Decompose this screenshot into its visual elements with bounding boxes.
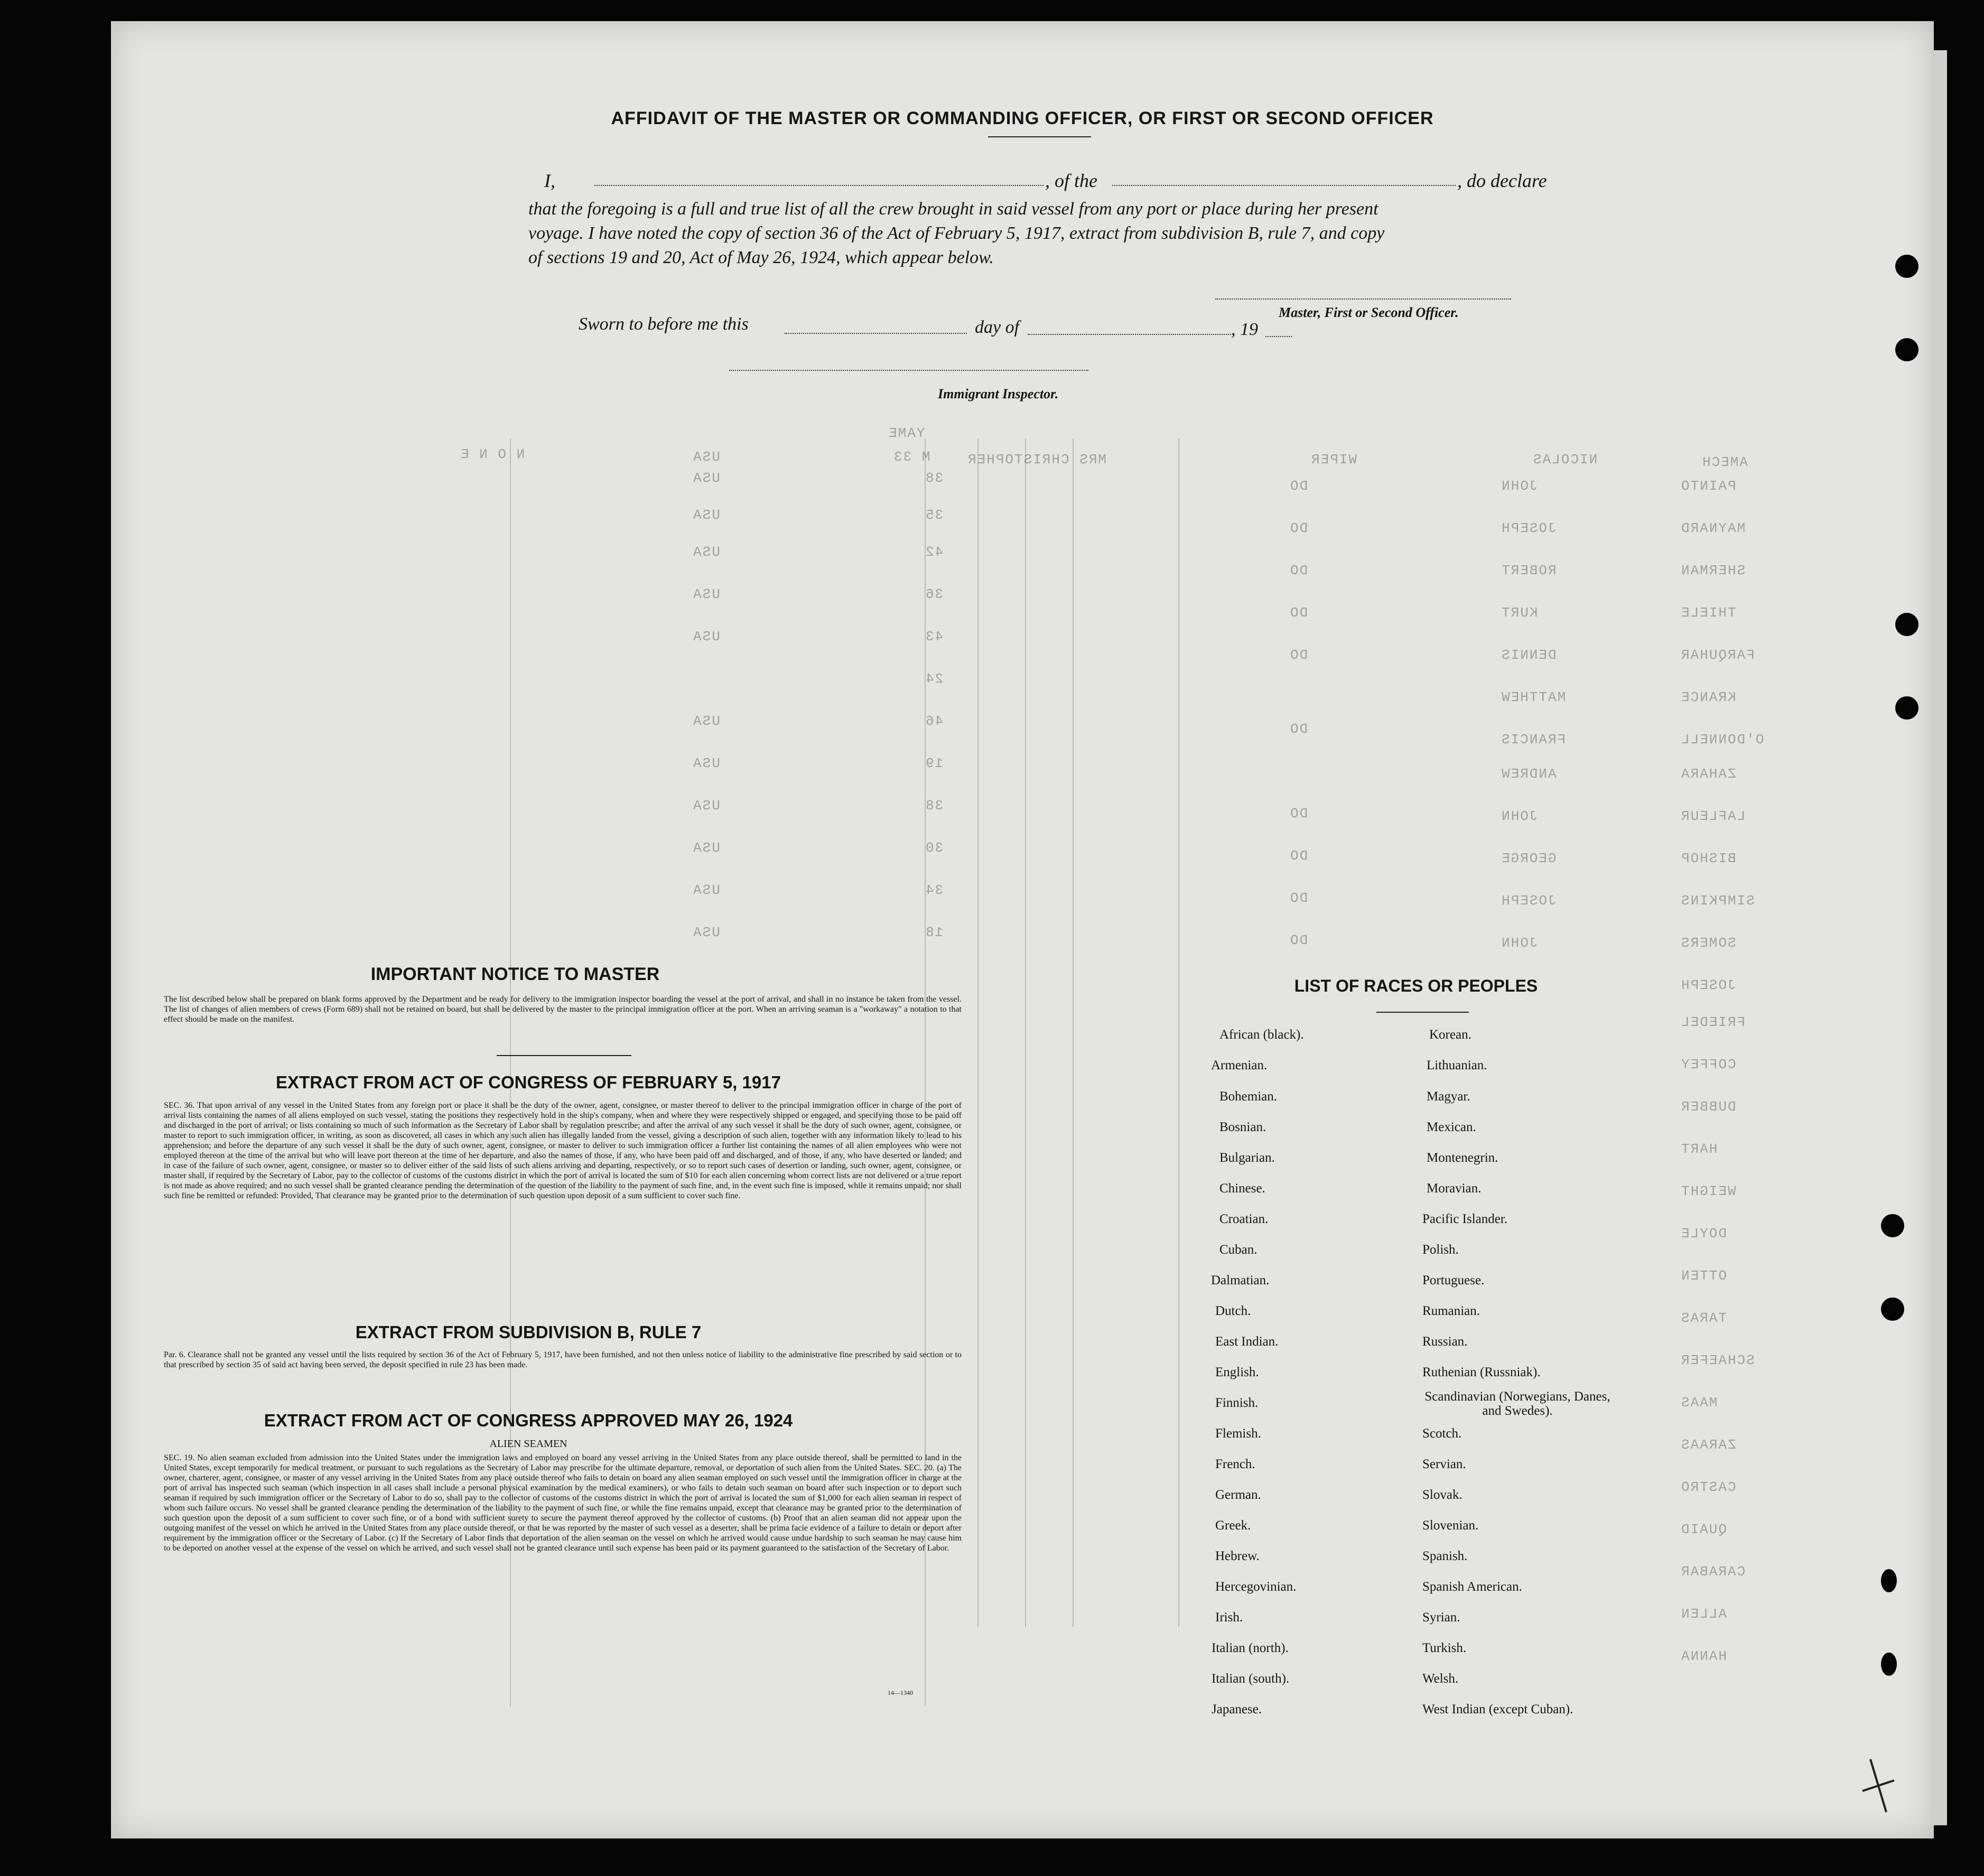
bleed-through-text: TARAS xyxy=(1680,1310,1727,1326)
race-item: Spanish. xyxy=(1422,1549,1468,1563)
master-label: Master, First or Second Officer. xyxy=(1279,305,1459,320)
bleed-through-text: M 33 xyxy=(893,449,930,465)
title-underline xyxy=(988,136,1091,137)
bleed-through-text: 30 xyxy=(925,840,944,856)
bleed-through-text: SIMPKINS xyxy=(1680,893,1755,909)
bleed-through-text: KRANCE xyxy=(1680,689,1736,705)
race-item: Japanese. xyxy=(1212,1702,1262,1716)
extract1-heading: EXTRACT FROM ACT OF CONGRESS OF FEBRUARY 5, 1917 xyxy=(276,1072,781,1092)
race-item: Spanish American. xyxy=(1422,1580,1522,1594)
bleed-through-text: JOSEPH xyxy=(1501,520,1557,536)
bleed-through-text: USA xyxy=(692,470,720,486)
bleed-through-text: AMECH xyxy=(1701,454,1748,470)
bleed-through-text: 38 xyxy=(925,470,944,486)
race-item: Ruthenian (Russniak). xyxy=(1422,1365,1541,1379)
race-item: English. xyxy=(1215,1365,1259,1379)
bleed-through-text: FARQUHAR xyxy=(1680,647,1755,663)
master-signature-field[interactable] xyxy=(1215,298,1511,300)
bleed-through-text: 34 xyxy=(925,882,944,898)
race-item: Montenegrin. xyxy=(1427,1151,1498,1165)
bleed-through-text: USA xyxy=(692,755,720,771)
punch-hole xyxy=(1895,613,1918,636)
race-item: Turkish. xyxy=(1422,1641,1467,1655)
affidavit-name-field[interactable] xyxy=(594,185,1044,186)
bleed-through-text: CASTRO xyxy=(1680,1479,1736,1495)
inspector-label: Immigrant Inspector. xyxy=(938,386,1059,402)
bleed-through-rule xyxy=(1178,438,1179,1627)
race-item: Portuguese. xyxy=(1422,1273,1485,1287)
race-item: Mexican. xyxy=(1427,1120,1476,1134)
bleed-through-text: ALLEN xyxy=(1680,1606,1727,1622)
affidavit-title: AFFIDAVIT OF THE MASTER OR COMMANDING OFFICER, OR FIRST OR SECOND OFFICER xyxy=(611,108,1434,128)
race-item: East Indian. xyxy=(1215,1334,1279,1349)
bleed-through-text: USA xyxy=(692,629,720,645)
race-item: Moravian. xyxy=(1427,1181,1482,1196)
bleed-through-text: YAME xyxy=(888,425,925,441)
race-item: Pacific Islander. xyxy=(1422,1212,1508,1226)
bleed-through-text: ROBERT xyxy=(1501,563,1557,578)
bleed-through-text: USA xyxy=(692,507,720,523)
bleed-through-text: OTTEN xyxy=(1680,1268,1727,1284)
bleed-through-text: THIELE xyxy=(1680,605,1736,621)
bleed-through-text: DO xyxy=(1289,605,1308,621)
bleed-through-text: KURT xyxy=(1501,605,1538,621)
bleed-through-text: SCHAEFER xyxy=(1680,1352,1755,1368)
race-item: Bulgarian. xyxy=(1219,1151,1275,1165)
bleed-through-text: DO xyxy=(1289,563,1308,578)
punch-hole xyxy=(1881,1298,1904,1321)
bleed-through-text: DO xyxy=(1289,647,1308,663)
affidavit-line3: voyage. I have noted the copy of section 36 of the Act of February 5, 1917, extract from subdivision B, rule 7, and copy xyxy=(528,223,1385,243)
bleed-through-text: 18 xyxy=(925,925,944,940)
bleed-through-text: CARABAR xyxy=(1680,1564,1746,1580)
extract2-text: Par. 6. Clearance shall not be granted any vessel until the lists required by section 36 of the Act of February 5, 1917, have been furnished, and not then unless notice of liability to the administrative fine prescribed by said section or to that prescribed by section 35 of said act having been served, the deposit specified in rule 23 has been made. xyxy=(164,1350,962,1369)
bleed-through-text: ANDREW xyxy=(1501,766,1557,782)
race-item: Cuban. xyxy=(1219,1243,1258,1257)
bleed-through-text: PAINTO xyxy=(1680,478,1736,494)
bleed-through-text: USA xyxy=(692,544,720,560)
punch-hole xyxy=(1895,696,1918,720)
race-item: Magyar. xyxy=(1427,1089,1470,1104)
race-item: Welsh. xyxy=(1422,1672,1459,1686)
bleed-through-text: SHERMAN xyxy=(1680,563,1746,578)
bleed-through-text: 19 xyxy=(925,755,944,771)
race-item: Rumanian. xyxy=(1422,1304,1480,1318)
bleed-through-text: DENNIS xyxy=(1501,647,1557,663)
inspector-signature-field[interactable] xyxy=(729,370,1088,371)
bleed-through-rule xyxy=(1073,438,1074,1627)
day-of-label: day of xyxy=(975,318,1020,337)
race-item: Chinese. xyxy=(1219,1181,1265,1196)
sworn-month-field[interactable] xyxy=(1028,334,1231,335)
bleed-through-rule xyxy=(977,438,979,1627)
bleed-through-text: 36 xyxy=(925,586,944,602)
race-item: Polish. xyxy=(1422,1243,1459,1257)
race-item: Bosnian. xyxy=(1219,1120,1266,1134)
race-item: Italian (south). xyxy=(1212,1672,1290,1686)
punch-hole xyxy=(1881,1569,1897,1592)
punch-hole xyxy=(1895,338,1918,361)
bleed-through-text: 42 xyxy=(925,544,944,560)
bleed-through-text: DO xyxy=(1289,890,1308,906)
sworn-day-field[interactable] xyxy=(785,333,967,334)
bleed-through-text: DO xyxy=(1289,478,1308,494)
affidavit-line4: of sections 19 and 20, Act of May 26, 1924, which appear below. xyxy=(528,248,994,267)
bleed-through-text: FRIEDEL xyxy=(1680,1014,1746,1030)
handwritten-mark-icon xyxy=(1857,1754,1899,1817)
bleed-through-text: 24 xyxy=(925,671,944,687)
race-item: West Indian (except Cuban). xyxy=(1422,1702,1573,1716)
bleed-through-text: JOHN xyxy=(1501,935,1538,951)
race-item: Slovenian. xyxy=(1422,1518,1479,1533)
bleed-through-text: N O N E xyxy=(460,446,525,462)
extract2-heading: EXTRACT FROM SUBDIVISION B, RULE 7 xyxy=(355,1322,702,1342)
race-item: Finnish. xyxy=(1215,1396,1259,1410)
bleed-through-text: 38 xyxy=(925,798,944,814)
bleed-through-text: USA xyxy=(692,798,720,814)
bleed-through-text: USA xyxy=(692,840,720,856)
bleed-through-text: JOHN xyxy=(1501,808,1538,824)
page-edge xyxy=(1931,50,1947,1825)
extract1-text: SEC. 36. That upon arrival of any vessel in the United States from any foreign port or place it shall be the duty of the owner, agent, consignee, or master thereof to deliver to the principal immigration officer in charge of the port of arrival lists containing the names of all aliens employed on such vessel, stating the positions they respectively hold in the ship's company, when and where they were respectively shipped or engaged, and specifying those to be paid off and discharged in the port of arrival; or lists containing so much of such information as the Secretary of Labor shall by regulation prescribe; and after the arrival of any such vessel it shall be the duty of such owner, agent, consignee, or master to report to such immigration officer, in writing, as soon as discovered, all cases in which any such alien has illegally landed from the vessel, giving a description of such alien, together with any information likely to lead to his apprehension; and before the departure of any such vessel it shall be the duty of such owner, agent, consignee, or master to deliver to such immigration officer a further list containing the names of all alien employees who were not employed thereon at the time of the arrival but who will leave port thereon at the time of her departure, and also the names of those, if any, who have been paid off and discharged, and of those, if any, who have deserted or landed; and in case of the failure of such owner, agent, consignee, or master so to deliver either of the said lists of such aliens arriving and departing, respectively, or so to report such cases of desertion or landing, such owner, agent, consignee, or master shall, if required by the Secretary of Labor, pay to the collector of customs of the customs district in which the port of arrival is located the sum of $10 for each alien concerning whom correct lists are not delivered or a true report is not made as above required; and no such vessel shall be granted clearance pending the determination of the question of the liability to the payment of such fine, and, in the event such fine is imposed, while it remains unpaid; nor shall such fine be remitted or refunded: Provided, That clearance may be granted prior to the determination of such question upon deposit of a sum sufficient to cover such fine. xyxy=(164,1101,962,1200)
extract3-text: SEC. 19. No alien seaman excluded from admission into the United States under the immigration laws and employed on board any vessel arriving in the United States from any place outside thereof, shall be permitted to land in the United States, except temporarily for medical treatment, or pursuant to such regulations as the Secretary of Labor may prescribe for the ultimate departure, removal, or deportation of such alien from the United States. SEC. 20. (a) The owner, charterer, agent, consignee, or master of any vessel arriving in the United States from any place outside thereof who fails to detain on board any alien seaman employed on such vessel until the immigration officer in charge at the port of arrival has inspected such seaman (which inspection in all cases shall include a personal physical examination by the medical examiners), or who fails to detain such seaman on board after such inspection or to deport such seaman if required by such immigration officer or the Secretary of Labor to do so, shall pay to the collector of customs of the customs district in which the port of arrival is located the sum of $1,000 for each alien seaman in respect of whom such failure occurs. No vessel shall be granted clearance pending the determination of the liability to the payment of such fine, or while the fine remains unpaid, except that clearance may be granted prior to the determination of such question upon the deposit of a sum sufficient to cover such fine, or of a bond with sufficient surety to secure the payment thereof approved by the collector of customs. (b) Proof that an alien seaman did not appear upon the outgoing manifest of the vessel on which he arrived in the United States from any place outside thereof, or that he was reported by the master of such vessel as a deserter, shall be prima facie evidence of a failure to detain or deport after requirement by the immigration officer or the Secretary of Labor. (c) If the Secretary of Labor finds that deportation of the alien seaman on the vessel on which he arrived would cause undue hardship to such seaman he may cause him to be deported on another vessel at the expense of the vessel on which he arrived, and such vessel shall not be granted clearance until such expense has been paid or its payment guaranteed to the satisfaction of the Secretary of Labor. xyxy=(164,1453,962,1553)
affidavit-do-declare: , do declare xyxy=(1457,170,1547,191)
affidavit-of-the: , of the xyxy=(1045,170,1097,191)
bleed-through-text: HANNA xyxy=(1680,1648,1727,1664)
race-item: Flemish. xyxy=(1215,1426,1261,1441)
document-page xyxy=(111,21,1934,1838)
race-item: Dalmatian. xyxy=(1211,1273,1270,1287)
race-item: Korean. xyxy=(1429,1028,1471,1042)
bleed-through-text: DO xyxy=(1289,848,1308,864)
race-item: Lithuanian. xyxy=(1427,1058,1487,1072)
punch-hole xyxy=(1895,255,1918,278)
race-item: Servian. xyxy=(1422,1457,1466,1471)
extract3-subheading: ALIEN SEAMEN xyxy=(489,1438,567,1450)
race-item: Hercegovinian. xyxy=(1215,1580,1297,1594)
notice-divider xyxy=(497,1055,631,1056)
race-item: Syrian. xyxy=(1422,1610,1460,1625)
affidavit-i: I, xyxy=(544,170,555,191)
bleed-through-text: LAFLEUR xyxy=(1680,808,1746,824)
race-item: Greek. xyxy=(1215,1518,1251,1533)
bleed-through-text: O'DONNELL xyxy=(1680,732,1764,748)
bleed-through-text: QUAID xyxy=(1680,1522,1727,1537)
race-item: Russian. xyxy=(1422,1334,1468,1349)
bleed-through-text: DO xyxy=(1289,932,1308,948)
bleed-through-text: USA xyxy=(692,449,720,465)
race-item: Scotch. xyxy=(1422,1426,1462,1441)
race-item: Dutch. xyxy=(1215,1304,1251,1318)
bleed-through-text: DO xyxy=(1289,721,1308,737)
race-item: French. xyxy=(1215,1457,1255,1471)
bleed-through-text: BISHOP xyxy=(1680,851,1736,866)
bleed-through-text: ZARAAS xyxy=(1680,1437,1736,1453)
bleed-through-text: HART xyxy=(1680,1141,1718,1157)
bleed-through-text: DUBBER xyxy=(1680,1099,1736,1115)
form-number: 14—1340 xyxy=(888,1689,913,1696)
bleed-through-text: DO xyxy=(1289,806,1308,822)
bleed-through-text: USA xyxy=(692,713,720,729)
bleed-through-rule xyxy=(1025,438,1026,1627)
bleed-through-text: JOHN xyxy=(1501,478,1538,494)
race-item: African (black). xyxy=(1219,1028,1304,1042)
bleed-through-text: ZAHARA xyxy=(1680,766,1736,782)
punch-hole xyxy=(1881,1653,1897,1676)
affidavit-line2: that the foregoing is a full and true list of all the crew brought in said vessel from any port or place during her present xyxy=(528,199,1378,219)
races-heading: LIST OF RACES OR PEOPLES xyxy=(1294,976,1538,995)
race-item: Irish. xyxy=(1215,1610,1243,1625)
race-item: Italian (north). xyxy=(1212,1641,1289,1655)
race-item: Hebrew. xyxy=(1215,1549,1260,1563)
bleed-through-text: USA xyxy=(692,925,720,940)
race-item: Slovak. xyxy=(1422,1488,1463,1502)
notice-heading: IMPORTANT NOTICE TO MASTER xyxy=(370,964,660,984)
bleed-through-text: WEIGHT xyxy=(1680,1183,1736,1199)
race-item: German. xyxy=(1215,1488,1261,1502)
bleed-through-text: DO xyxy=(1289,520,1308,536)
bleed-through-text: NICOLAS xyxy=(1532,452,1598,468)
bleed-through-text: WIPER xyxy=(1310,452,1357,468)
sworn-year-field[interactable] xyxy=(1265,336,1292,337)
bleed-through-text: MAYNARD xyxy=(1680,520,1746,536)
extract3-heading: EXTRACT FROM ACT OF CONGRESS APPROVED MAY 26, 1924 xyxy=(264,1411,793,1430)
bleed-through-text: GEORGE xyxy=(1501,851,1557,866)
bleed-through-text: DOYLE xyxy=(1680,1226,1727,1242)
races-divider xyxy=(1376,1012,1469,1013)
bleed-through-text: 35 xyxy=(925,507,944,523)
bleed-through-text: JOSEPH xyxy=(1680,977,1736,993)
notice-text: The list described below shall be prepared on blank forms approved by the Department and be ready for delivery to the immigration inspector boarding the vessel at the port of arrival, and shall in no instance be taken from the vessel. The list of changes of alien members of crews (Form 689) shall not be retained on board, but shall be delivered by the master to the principal immigration officer at the port. When an arriving seaman is a "workaway" a notation to that effect should be made on the manifest. xyxy=(164,995,962,1024)
race-item: Croatian. xyxy=(1219,1212,1269,1226)
bleed-through-text: USA xyxy=(692,586,720,602)
affidavit-vessel-field[interactable] xyxy=(1112,185,1456,186)
bleed-through-text: FRANCIS xyxy=(1501,732,1566,748)
race-item: Scandinavian (Norwegians, Danes, and Swedes). xyxy=(1424,1389,1610,1418)
bleed-through-text: JOSEPH xyxy=(1501,893,1557,909)
bleed-through-text: MRS CHRISTOPHER xyxy=(967,452,1107,468)
bleed-through-text: COFFEY xyxy=(1680,1057,1736,1072)
race-item: Bohemian. xyxy=(1219,1089,1278,1104)
punch-hole xyxy=(1881,1214,1904,1237)
bleed-through-text: SOMERS xyxy=(1680,935,1736,951)
bleed-through-text: 43 xyxy=(925,629,944,645)
bleed-through-text: USA xyxy=(692,882,720,898)
sworn-label: Sworn to before me this xyxy=(579,314,749,334)
race-item: Armenian. xyxy=(1211,1058,1268,1072)
year-label: , 19 xyxy=(1231,320,1258,339)
bleed-through-text: 46 xyxy=(925,713,944,729)
bleed-through-text: MATTHEW xyxy=(1501,689,1566,705)
bleed-through-text: MAAS xyxy=(1680,1395,1718,1411)
